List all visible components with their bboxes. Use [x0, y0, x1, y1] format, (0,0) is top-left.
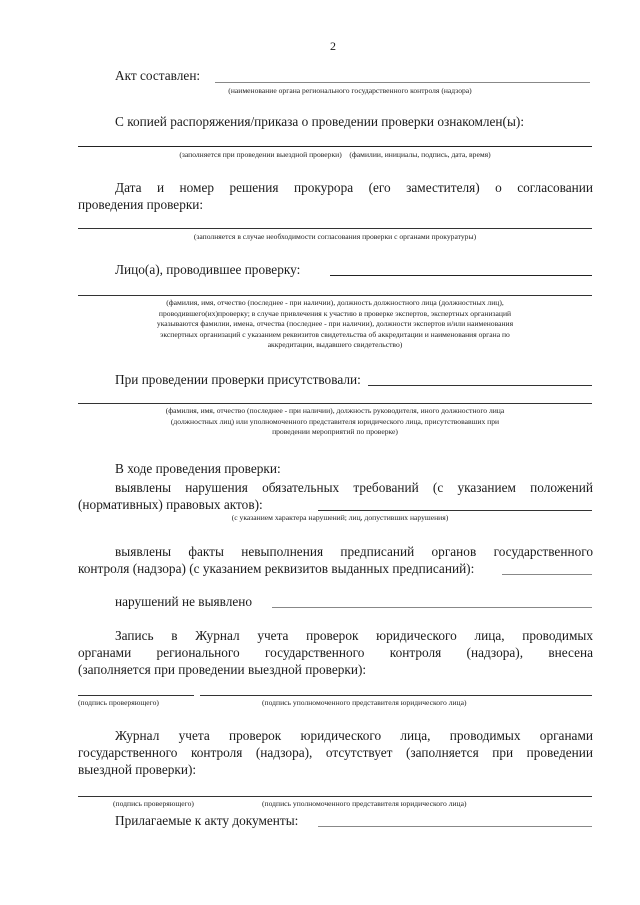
journal-entry-line2: органами регионального государственного контроля (надзора), внесена [78, 645, 593, 660]
acquaint-fill-line[interactable] [78, 146, 592, 147]
journal-entry-signature-line-representative[interactable] [200, 695, 592, 696]
violations-fill-line[interactable] [318, 510, 592, 511]
inspector-caption-2: проводившего(их)проверку; в случае привлечения к участию в проверке экспертов, экспертных организаций [158, 308, 512, 318]
journal-entry-caption-inspector: (подпись проверяющего) [78, 698, 159, 707]
journal-absent-signature-line[interactable] [78, 796, 592, 797]
nonfulfil-line2: контроля (надзора) (с указанием реквизитов выданных предписаний): [78, 561, 475, 576]
inspector-caption-3: указываются фамилии, имена, отчества (последнее - при наличии), должности экспертов и/или наименования [156, 319, 514, 328]
inspector-caption-4: экспертных организаций с указанием реквизитов свидетельства об аккредитации и наименования органа по [160, 329, 510, 339]
present-caption-1: (фамилия, имя, отчество (последнее - при наличии), должность руководителя, иного должностного лица [165, 406, 505, 415]
journal-absent-line2: государственного контроля (надзора), отсутствует (заполняется при проведении [78, 745, 593, 760]
inspector-caption-1: (фамилия, имя, отчество (последнее - при наличии), должность должностного лица (должностных лиц), [166, 298, 504, 307]
journal-entry-caption-representative: (подпись уполномоченного представителя юридического лица) [262, 698, 467, 707]
act-caption: (наименование органа регионального государственного контроля (надзора) [228, 86, 472, 95]
journal-absent-line1: Журнал учета проверок юридического лица, проводимых органами [115, 728, 593, 743]
page-number: 2 [330, 39, 336, 53]
present-caption-3: проведении мероприятий по проверке) [272, 427, 398, 436]
present-fill-line-1[interactable] [368, 385, 592, 386]
no-violations-fill-line[interactable] [272, 607, 592, 608]
inspector-label: Лицо(а), проводившее проверку: [115, 262, 301, 277]
attachments-fill-line[interactable] [318, 826, 592, 827]
inspector-fill-line-1[interactable] [330, 275, 592, 276]
journal-absent-line3: выездной проверки): [78, 762, 197, 777]
journal-entry-line1: Запись в Журнал учета проверок юридического лица, проводимых [115, 628, 593, 643]
violations-line2: (нормативных) правовых актов): [78, 497, 263, 512]
prosecutor-line2: проведения проверки: [78, 197, 204, 212]
during-heading: В ходе проведения проверки: [115, 461, 281, 476]
journal-entry-signature-line-inspector[interactable] [78, 695, 194, 696]
nonfulfil-line1: выявлены факты невыполнения предписаний органов государственного [115, 544, 593, 559]
acquaint-text: С копией распоряжения/приказа о проведении проверки ознакомлен(ы): [115, 114, 525, 129]
journal-absent-caption-inspector: (подпись проверяющего) [113, 799, 194, 808]
attachments-label: Прилагаемые к акту документы: [115, 813, 299, 828]
prosecutor-caption: (заполняется в случае необходимости согласования проверки с органами прокуратуры) [193, 232, 477, 241]
journal-entry-line3: (заполняется при проведении выездной проверки): [78, 662, 367, 677]
no-violations-text: нарушений не выявлено [115, 594, 253, 609]
acquaint-caption: (заполняется при проведении выездной проверки) (фамилии, инициалы, подпись, дата, время) [179, 150, 491, 159]
inspector-fill-line-2[interactable] [78, 295, 592, 296]
present-fill-line-2[interactable] [78, 403, 592, 404]
inspector-caption-5: аккредитации, выдавшего свидетельство) [267, 340, 403, 349]
prosecutor-fill-line[interactable] [78, 228, 592, 229]
present-caption-2: (должностных лиц) или уполномоченного представителя юридического лица, присутствовавших при [170, 416, 500, 426]
prosecutor-line1: Дата и номер решения прокурора (его заместителя) о согласовании [115, 180, 593, 195]
nonfulfil-fill-line[interactable] [502, 574, 592, 575]
act-label: Акт составлен: [115, 68, 201, 83]
violations-caption: (с указанием характера нарушений; лиц, допустивших нарушения) [231, 513, 449, 522]
journal-absent-caption-representative: (подпись уполномоченного представителя юридического лица) [262, 799, 467, 808]
present-label: При проведении проверки присутствовали: [115, 372, 361, 387]
act-fill-line[interactable] [215, 82, 590, 83]
violations-line1: выявлены нарушения обязательных требований (с указанием положений [115, 480, 593, 495]
